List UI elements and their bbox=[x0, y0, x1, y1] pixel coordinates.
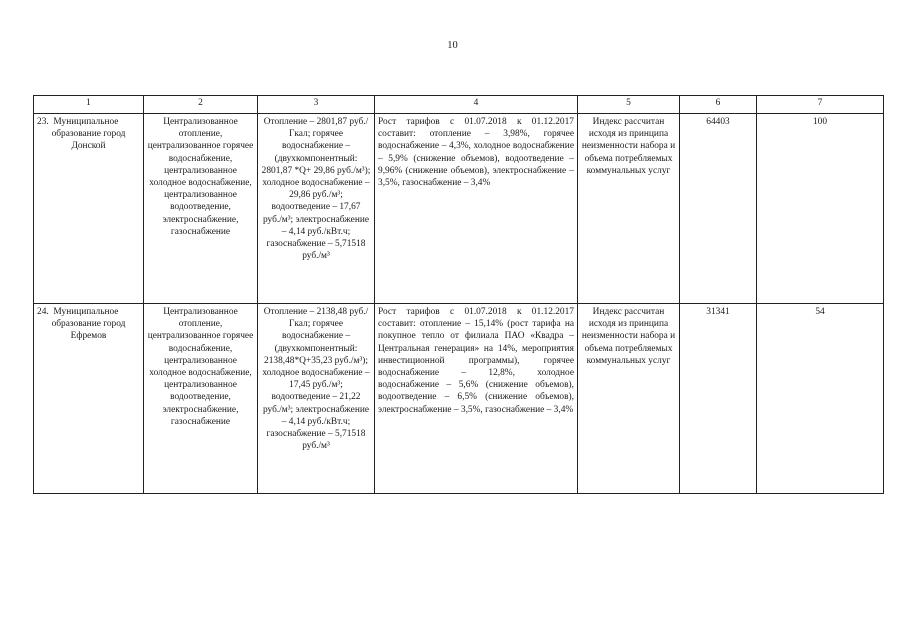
row-number: 23. bbox=[37, 117, 49, 127]
municipality-cell bbox=[34, 114, 144, 304]
municipality-first-word: Муниципальное bbox=[53, 117, 119, 127]
tariffs-cell: Отопление – 2801,87 руб./Гкал; горячее водоснабжение – (двухкомпонентный: 2801,87 *Q+ 29,86 руб./м³); холодное водоснабжение – 29,86 руб./м³; водоотведение – 17,67 руб./м³; электроснабжение – 4,14 руб./кВт.ч; газоснабжение – 5,71518 руб./м³ bbox=[258, 114, 375, 304]
row-number: 24. bbox=[37, 307, 49, 317]
table-header-row bbox=[34, 96, 884, 114]
header-cell: 5 bbox=[578, 96, 680, 114]
col6-cell: 31341 bbox=[680, 304, 757, 494]
municipality-cell bbox=[34, 304, 144, 494]
tariffs-cell: Отопление – 2138,48 руб./Гкал; горячее водоснабжение – (двухкомпонентный: 2138,48*Q+35,23 руб./м³); холодное водоснабжение – 17,45 руб./м³; водоотведение – 21,22 руб./м³; электроснабжение – 4,14 руб./кВт.ч; газоснабжение – 5,71518 руб./м³ bbox=[258, 304, 375, 494]
municipality-name: образование город Ефремов bbox=[51, 319, 126, 342]
services-cell: Централизованное отопление, централизованное горячее водоснабжение, централизованное холодное водоснабжение, централизованное водоотведение, электроснабжение, газоснабжение bbox=[144, 114, 258, 304]
col6-cell: 64403 bbox=[680, 114, 757, 304]
col7-cell: 54 bbox=[757, 304, 884, 494]
growth-cell: Рост тарифов с 01.07.2018 к 01.12.2017 составит: отопление – 15,14% (рост тарифа на покупное тепло от филиала ПАО «Квадра – Центральная генерация» на 14%, мероприятия инвестиционной программы), горячее водоснабжение – 12,8%, холодное водоснабжение – 5,6% (снижение объемов), водоотведение – 6,5% (снижение объемов), электроснабжение – 3,5%, газоснабжение – 3,4% bbox=[375, 304, 578, 494]
header-cell: 6 bbox=[680, 96, 757, 114]
table-row bbox=[34, 114, 884, 304]
header-cell: 4 bbox=[375, 96, 578, 114]
index-note-cell: Индекс рассчитан исходя из принципа неизменности набора и объема потребляемых коммунальных услуг bbox=[578, 304, 680, 494]
index-note-cell: Индекс рассчитан исходя из принципа неизменности набора и объема потребляемых коммунальных услуг bbox=[578, 114, 680, 304]
services-cell: Централизованное отопление, централизованное горячее водоснабжение, централизованное холодное водоснабжение, централизованное водоотведение, электроснабжение, газоснабжение bbox=[144, 304, 258, 494]
header-cell: 1 bbox=[34, 96, 144, 114]
growth-cell: Рост тарифов с 01.07.2018 к 01.12.2017 составит: отопление – 3,98%, горячее водоснабжение – 4,3%, холодное водоснабжение – 5,9% (снижение объемов), водоотведение – 9,96% (снижение объемов), электроснабжение – 3,5%, газоснабжение – 3,4% bbox=[375, 114, 578, 304]
municipality-first-word: Муниципальное bbox=[53, 307, 119, 317]
header-cell: 3 bbox=[258, 96, 375, 114]
municipality-name: образование город Донской bbox=[51, 129, 126, 152]
header-cell: 2 bbox=[144, 96, 258, 114]
col7-cell: 100 bbox=[757, 114, 884, 304]
table-row bbox=[34, 304, 884, 494]
header-cell: 7 bbox=[757, 96, 884, 114]
page-number: 10 bbox=[447, 40, 458, 51]
tariff-table bbox=[33, 95, 884, 494]
